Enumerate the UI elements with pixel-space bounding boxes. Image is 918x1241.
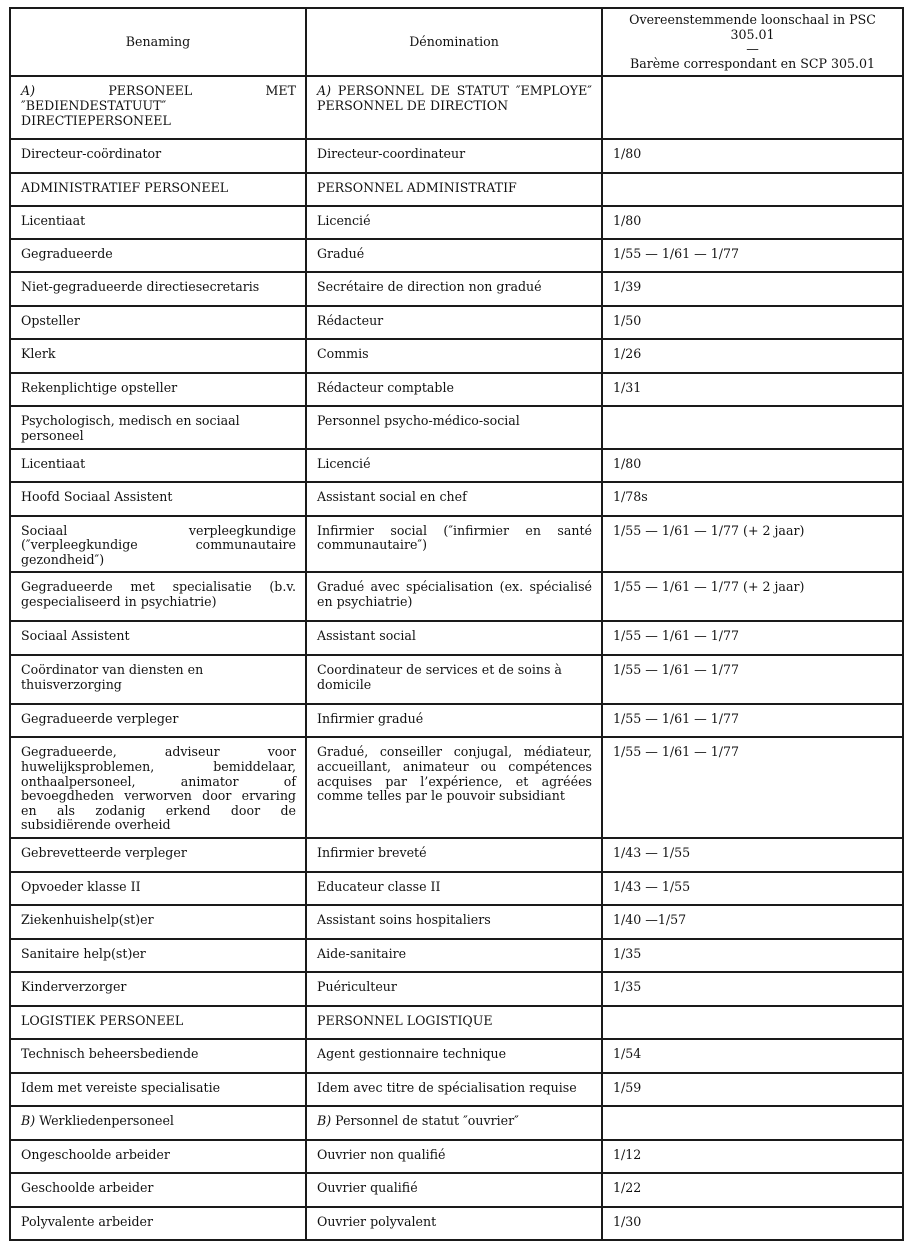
loonschaal-cell bbox=[602, 373, 903, 406]
benaming-cell-text: Licentiaat bbox=[21, 455, 86, 471]
benaming-cell bbox=[10, 306, 306, 339]
denomination-cell-text: Assistant soins hospitaliers bbox=[317, 911, 491, 927]
loonschaal-cell bbox=[602, 1039, 903, 1073]
table-row bbox=[10, 737, 903, 838]
benaming-cell bbox=[10, 572, 306, 621]
loonschaal-cell bbox=[602, 139, 903, 173]
loonschaal-cell bbox=[602, 655, 903, 704]
section-letter: B) bbox=[317, 1112, 332, 1128]
benaming-cell bbox=[10, 272, 306, 306]
denomination-cell bbox=[306, 449, 602, 482]
table-row bbox=[10, 406, 903, 448]
loonschaal-cell-text: 1/80 bbox=[613, 455, 642, 471]
loonschaal-cell-text: 1/31 bbox=[613, 380, 642, 396]
loonschaal-cell bbox=[602, 482, 903, 516]
header-benaming: Benaming bbox=[10, 8, 306, 76]
benaming-cell bbox=[10, 482, 306, 516]
table-row bbox=[10, 206, 903, 239]
loonschaal-cell bbox=[602, 621, 903, 655]
table-row bbox=[10, 704, 903, 737]
denomination-cell bbox=[306, 655, 602, 704]
benaming-cell-text: Werkliedenpersoneel bbox=[35, 1112, 174, 1128]
benaming-cell-text: Gegradueerde met specialisatie (b.v. gespecialiseerd in psychiatrie) bbox=[21, 579, 296, 609]
loonschaal-cell-text: 1/40 —1/57 bbox=[613, 911, 687, 927]
benaming-cell bbox=[10, 972, 306, 1006]
denomination-cell-text: Ouvrier non qualifié bbox=[317, 1146, 446, 1162]
benaming-cell bbox=[10, 905, 306, 939]
table-row bbox=[10, 838, 903, 872]
loonschaal-cell-text: 1/80 bbox=[613, 213, 642, 229]
denomination-cell bbox=[306, 173, 602, 206]
loonschaal-cell bbox=[602, 339, 903, 373]
benaming-cell-text: Kinderverzorger bbox=[21, 978, 127, 994]
loonschaal-cell bbox=[602, 872, 903, 905]
denomination-cell-text: Directeur-coordinateur bbox=[317, 146, 466, 162]
loonschaal-cell bbox=[602, 905, 903, 939]
loonschaal-cell-text: 1/78s bbox=[613, 488, 648, 504]
loonschaal-cell-text: 1/26 bbox=[613, 346, 642, 362]
table-row bbox=[10, 373, 903, 406]
denomination-cell bbox=[306, 76, 602, 139]
denomination-cell bbox=[306, 1140, 602, 1173]
denomination-cell bbox=[306, 406, 602, 448]
loonschaal-cell-text: 1/55 — 1/61 — 1/77 bbox=[613, 628, 740, 644]
benaming-cell bbox=[10, 655, 306, 704]
benaming-cell bbox=[10, 1106, 306, 1140]
table-row bbox=[10, 1073, 903, 1106]
table-row bbox=[10, 939, 903, 972]
denomination-cell bbox=[306, 905, 602, 939]
loonschaal-cell bbox=[602, 206, 903, 239]
section-letter: A) bbox=[317, 83, 332, 99]
denomination-cell-text: Personnel de statut ″ouvrier″ bbox=[331, 1112, 519, 1128]
benaming-cell-text: LOGISTIEK PERSONEEL bbox=[21, 1012, 184, 1028]
table-row bbox=[10, 173, 903, 206]
table-row bbox=[10, 449, 903, 482]
benaming-cell bbox=[10, 449, 306, 482]
loonschaal-cell bbox=[602, 572, 903, 621]
loonschaal-cell-text: 1/55 — 1/61 — 1/77 bbox=[613, 246, 740, 262]
loonschaal-cell bbox=[602, 1173, 903, 1207]
benaming-cell-text: PERSONEEL MET ″BEDIENDESTATUUT″ DIRECTIEPERSONEEL bbox=[21, 83, 296, 128]
table-row bbox=[10, 272, 903, 306]
header-denomination: Dénomination bbox=[306, 8, 602, 76]
loonschaal-cell-text: 1/55 — 1/61 — 1/77 (+ 2 jaar) bbox=[613, 522, 805, 538]
denomination-cell-text: Infirmier breveté bbox=[317, 844, 427, 860]
table-row bbox=[10, 1039, 903, 1073]
header-dash: — bbox=[746, 41, 759, 57]
table-row bbox=[10, 482, 903, 516]
benaming-cell bbox=[10, 872, 306, 905]
loonschaal-cell-text: 1/30 bbox=[613, 1213, 642, 1229]
header-loonschaal-line1: Overeenstemmende loonschaal in PSC 305.01 bbox=[629, 12, 876, 42]
benaming-cell-text: Polyvalente arbeider bbox=[21, 1213, 154, 1229]
benaming-cell-text: Opvoeder klasse II bbox=[21, 878, 141, 894]
table-row bbox=[10, 239, 903, 272]
denomination-cell-text: PERSONNEL DE STATUT ″EMPLOYE″ PERSONNEL DE DIRECTION bbox=[317, 83, 592, 113]
table-row bbox=[10, 655, 903, 704]
denomination-cell-text: Assistant social en chef bbox=[317, 488, 467, 504]
loonschaal-cell-text: 1/35 bbox=[613, 978, 642, 994]
loonschaal-cell bbox=[602, 1207, 903, 1240]
denomination-cell bbox=[306, 1207, 602, 1240]
benaming-cell bbox=[10, 339, 306, 373]
loonschaal-cell-text: 1/22 bbox=[613, 1179, 642, 1195]
table-row bbox=[10, 1006, 903, 1039]
table-row bbox=[10, 139, 903, 173]
loonschaal-cell bbox=[602, 704, 903, 737]
loonschaal-cell-text: 1/55 — 1/61 — 1/77 bbox=[613, 711, 740, 727]
benaming-cell-text: Technisch beheersbediende bbox=[21, 1045, 199, 1061]
table-row bbox=[10, 1106, 903, 1140]
denomination-cell bbox=[306, 339, 602, 373]
table-row bbox=[10, 76, 903, 139]
denomination-cell bbox=[306, 872, 602, 905]
table-row bbox=[10, 1140, 903, 1173]
loonschaal-cell-text: 1/50 bbox=[613, 313, 642, 329]
table-row bbox=[10, 339, 903, 373]
loonschaal-cell bbox=[602, 1073, 903, 1106]
benaming-cell bbox=[10, 76, 306, 139]
denomination-cell bbox=[306, 939, 602, 972]
benaming-cell-text: Geschoolde arbeider bbox=[21, 1179, 154, 1195]
denomination-cell bbox=[306, 139, 602, 173]
benaming-cell bbox=[10, 373, 306, 406]
loonschaal-cell bbox=[602, 737, 903, 838]
denomination-cell-text: Licencié bbox=[317, 213, 371, 229]
loonschaal-cell-text: 1/55 — 1/61 — 1/77 bbox=[613, 744, 740, 760]
denomination-cell bbox=[306, 516, 602, 573]
table-row bbox=[10, 1207, 903, 1240]
benaming-cell-text: Ongeschoolde arbeider bbox=[21, 1146, 170, 1162]
benaming-cell bbox=[10, 206, 306, 239]
loonschaal-cell bbox=[602, 272, 903, 306]
denomination-cell-text: Personnel psycho-médico-social bbox=[317, 413, 520, 429]
denomination-cell bbox=[306, 621, 602, 655]
benaming-cell bbox=[10, 173, 306, 206]
benaming-cell-text: Psychologisch, medisch en sociaal personeel bbox=[21, 413, 240, 443]
denomination-cell bbox=[306, 1039, 602, 1073]
denomination-cell-text: Infirmier social (″infirmier en santé communautaire″) bbox=[317, 522, 592, 553]
benaming-cell-text: Hoofd Sociaal Assistent bbox=[21, 488, 173, 504]
benaming-cell-text: ADMINISTRATIEF PERSONEEL bbox=[21, 180, 229, 196]
salary-scale-table bbox=[9, 7, 904, 1241]
denomination-cell-text: Aide-sanitaire bbox=[317, 945, 407, 961]
denomination-cell-text: Secrétaire de direction non gradué bbox=[317, 279, 542, 295]
loonschaal-cell bbox=[602, 972, 903, 1006]
loonschaal-cell bbox=[602, 406, 903, 448]
denomination-cell-text: Coordinateur de services et de soins à domicile bbox=[317, 662, 562, 692]
denomination-cell-text: Gradué, conseiller conjugal, médiateur, accueillant, animateur ou compétences acquises par l’expérience, et agréées comme telles par le pouvoir subsidiant bbox=[317, 744, 592, 804]
loonschaal-cell-text: 1/39 bbox=[613, 279, 642, 295]
loonschaal-cell bbox=[602, 1140, 903, 1173]
loonschaal-cell-text: 1/55 — 1/61 — 1/77 (+ 2 jaar) bbox=[613, 579, 805, 595]
benaming-cell bbox=[10, 939, 306, 972]
table-row bbox=[10, 572, 903, 621]
denomination-cell bbox=[306, 1006, 602, 1039]
loonschaal-cell-text: 1/43 — 1/55 bbox=[613, 844, 691, 860]
benaming-cell bbox=[10, 1173, 306, 1207]
table-row bbox=[10, 516, 903, 573]
denomination-cell bbox=[306, 272, 602, 306]
benaming-cell bbox=[10, 1039, 306, 1073]
denomination-cell bbox=[306, 306, 602, 339]
loonschaal-cell bbox=[602, 76, 903, 139]
benaming-cell-text: Gebrevetteerde verpleger bbox=[21, 844, 187, 860]
denomination-cell bbox=[306, 1173, 602, 1207]
table-row bbox=[10, 1173, 903, 1207]
denomination-cell bbox=[306, 1073, 602, 1106]
loonschaal-cell bbox=[602, 449, 903, 482]
benaming-cell bbox=[10, 737, 306, 838]
benaming-cell bbox=[10, 1207, 306, 1240]
loonschaal-cell bbox=[602, 239, 903, 272]
benaming-cell-text: Sociaal verpleegkundige (″verpleegkundige communautaire gezondheid″) bbox=[21, 522, 296, 567]
denomination-cell-text: Rédacteur bbox=[317, 313, 384, 329]
denomination-cell-text: Licencié bbox=[317, 455, 371, 471]
denomination-cell bbox=[306, 704, 602, 737]
table-row bbox=[10, 621, 903, 655]
loonschaal-cell bbox=[602, 1006, 903, 1039]
loonschaal-cell-text: 1/12 bbox=[613, 1146, 642, 1162]
benaming-cell bbox=[10, 621, 306, 655]
loonschaal-cell-text: 1/80 bbox=[613, 146, 642, 162]
denomination-cell bbox=[306, 1106, 602, 1140]
denomination-cell-text: Rédacteur comptable bbox=[317, 380, 454, 396]
loonschaal-cell-text: 1/54 bbox=[613, 1045, 642, 1061]
header-bareme-line: Barème correspondant en SCP 305.01 bbox=[629, 55, 876, 71]
loonschaal-cell bbox=[602, 306, 903, 339]
denomination-cell bbox=[306, 572, 602, 621]
benaming-cell-text: Sociaal Assistent bbox=[21, 628, 130, 644]
denomination-cell-text: PERSONNEL ADMINISTRATIF bbox=[317, 180, 517, 196]
benaming-cell-text: Directeur-coördinator bbox=[21, 146, 162, 162]
denomination-cell-text: PERSONNEL LOGISTIQUE bbox=[317, 1012, 493, 1028]
benaming-cell-text: Idem met vereiste specialisatie bbox=[21, 1079, 221, 1095]
denomination-cell-text: Puériculteur bbox=[317, 978, 397, 994]
benaming-cell-text: Coördinator van diensten en thuisverzorging bbox=[21, 662, 204, 692]
benaming-cell bbox=[10, 1006, 306, 1039]
benaming-cell-text: Gegradueerde verpleger bbox=[21, 711, 179, 727]
section-letter: B) bbox=[21, 1112, 36, 1128]
loonschaal-cell bbox=[602, 838, 903, 872]
denomination-cell-text: Gradué bbox=[317, 246, 365, 262]
header-loonschaal bbox=[602, 8, 903, 76]
section-letter: A) bbox=[21, 83, 36, 99]
denomination-cell bbox=[306, 373, 602, 406]
table-row bbox=[10, 972, 903, 1006]
loonschaal-cell bbox=[602, 516, 903, 573]
benaming-cell-text: Gegradueerde, adviseur voor huwelijksproblemen, bemiddelaar, onthaalpersoneel, animator of bevoegdheden verworven door ervaring en als zodanig erkend door de subsidiërende overheid bbox=[21, 744, 296, 833]
benaming-cell-text: Niet-gegradueerde directiesecretaris bbox=[21, 279, 260, 295]
denomination-cell-text: Commis bbox=[317, 346, 369, 362]
benaming-cell bbox=[10, 704, 306, 737]
benaming-cell bbox=[10, 1140, 306, 1173]
loonschaal-cell-text: 1/35 bbox=[613, 945, 642, 961]
benaming-cell bbox=[10, 516, 306, 573]
benaming-cell bbox=[10, 838, 306, 872]
denomination-cell-text: Assistant social bbox=[317, 628, 416, 644]
benaming-cell bbox=[10, 1073, 306, 1106]
denomination-cell-text: Ouvrier qualifié bbox=[317, 1179, 418, 1195]
benaming-cell-text: Rekenplichtige opsteller bbox=[21, 380, 178, 396]
denomination-cell bbox=[306, 838, 602, 872]
loonschaal-cell-text: 1/59 bbox=[613, 1079, 642, 1095]
denomination-cell bbox=[306, 206, 602, 239]
table-row bbox=[10, 306, 903, 339]
loonschaal-cell bbox=[602, 1106, 903, 1140]
denomination-cell-text: Ouvrier polyvalent bbox=[317, 1213, 437, 1229]
denomination-cell-text: Idem avec titre de spécialisation requise bbox=[317, 1079, 577, 1095]
benaming-cell-text: Opsteller bbox=[21, 313, 80, 329]
benaming-cell-text: Licentiaat bbox=[21, 213, 86, 229]
loonschaal-cell-text: 1/43 — 1/55 bbox=[613, 878, 691, 894]
denomination-cell bbox=[306, 972, 602, 1006]
denomination-cell-text: Gradué avec spécialisation (ex. spécialisé en psychiatrie) bbox=[317, 579, 592, 609]
benaming-cell-text: Sanitaire help(st)er bbox=[21, 945, 146, 961]
denomination-cell-text: Educateur classe II bbox=[317, 878, 441, 894]
loonschaal-cell-text: 1/55 — 1/61 — 1/77 bbox=[613, 662, 740, 678]
table-row bbox=[10, 905, 903, 939]
denomination-cell-text: Infirmier gradué bbox=[317, 711, 424, 727]
benaming-cell bbox=[10, 139, 306, 173]
denomination-cell-text: Agent gestionnaire technique bbox=[317, 1045, 507, 1061]
table-row bbox=[10, 872, 903, 905]
denomination-cell bbox=[306, 239, 602, 272]
benaming-cell bbox=[10, 239, 306, 272]
benaming-cell-text: Klerk bbox=[21, 346, 56, 362]
loonschaal-cell bbox=[602, 939, 903, 972]
loonschaal-cell bbox=[602, 173, 903, 206]
benaming-cell-text: Ziekenhuishelp(st)er bbox=[21, 911, 154, 927]
benaming-cell bbox=[10, 406, 306, 448]
denomination-cell bbox=[306, 482, 602, 516]
benaming-cell-text: Gegradueerde bbox=[21, 246, 113, 262]
table-header-row bbox=[10, 8, 903, 76]
denomination-cell bbox=[306, 737, 602, 838]
